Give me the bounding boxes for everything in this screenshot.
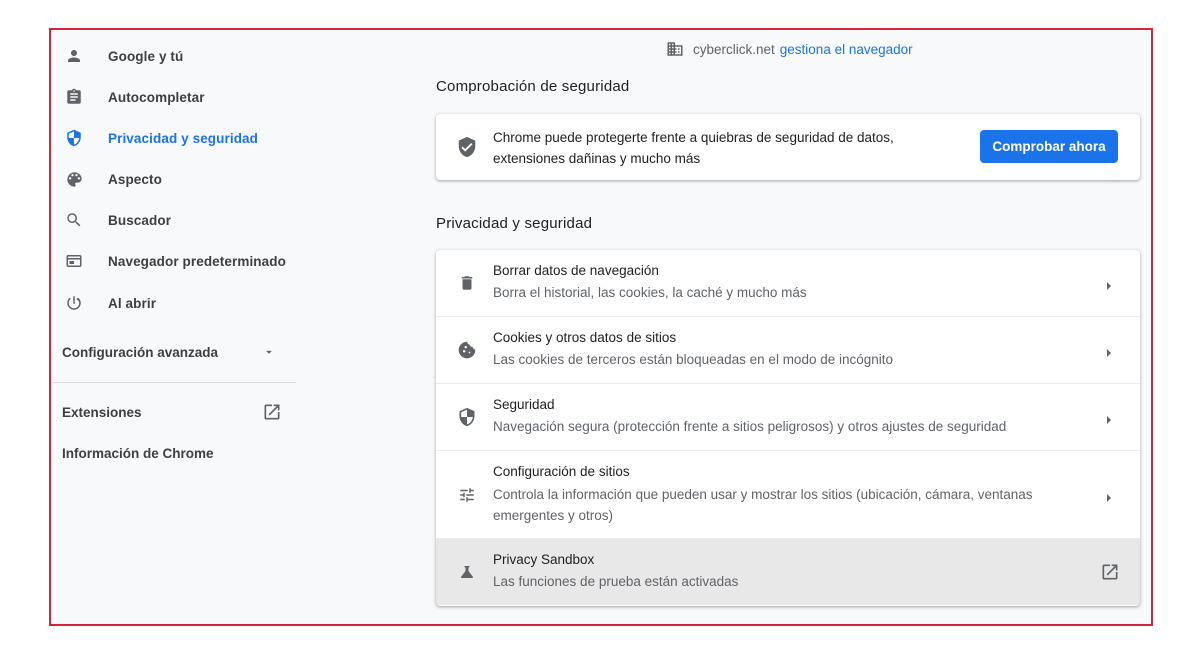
arrow-right-icon (1104, 345, 1114, 355)
row-subtitle: Las funciones de prueba están activadas (493, 574, 739, 589)
safety-check-card (436, 114, 1140, 180)
shield-icon (63, 127, 85, 149)
sidebar-item-default-browser[interactable] (51, 243, 296, 279)
privacy-row-clear-data[interactable] (436, 250, 1140, 316)
open-in-new-icon (1100, 562, 1120, 582)
clipboard-icon (63, 86, 85, 108)
sidebar-item-label: Autocompletar (108, 89, 205, 105)
security-shield-icon (456, 406, 478, 428)
row-title: Cookies y otros datos de sitios (493, 330, 677, 345)
cookie-icon (456, 339, 478, 361)
sidebar-item-label: Buscador (108, 212, 172, 228)
safety-check-row (436, 114, 1140, 180)
safety-check-title: Comprobación de seguridad (436, 78, 630, 95)
sidebar (51, 30, 301, 624)
sidebar-item-privacy[interactable] (51, 120, 296, 156)
check-now-button[interactable]: Comprobar ahora (980, 130, 1118, 163)
row-title: Seguridad (493, 397, 555, 412)
trash-icon (456, 272, 478, 294)
person-icon (63, 45, 85, 67)
arrow-right-icon (1104, 412, 1114, 422)
power-icon (63, 292, 85, 314)
verified-shield-icon (456, 136, 478, 158)
browser-icon (63, 250, 85, 272)
flask-icon (456, 561, 478, 583)
sidebar-item-label: Google y tú (108, 48, 184, 64)
sidebar-item-label: Aspecto (108, 171, 162, 187)
row-subtitle: Las cookies de terceros están bloqueadas en el modo de incógnito (493, 352, 894, 367)
building-icon (665, 40, 685, 58)
privacy-row-sandbox[interactable] (436, 538, 1140, 605)
sidebar-item-autofill[interactable] (51, 79, 296, 115)
advanced-settings-toggle[interactable] (62, 336, 276, 368)
sidebar-item-search-engine[interactable] (51, 202, 296, 238)
settings-window (49, 28, 1153, 626)
extensions-label: Extensiones (62, 404, 142, 420)
palette-icon (63, 168, 85, 190)
about-chrome-link[interactable] (62, 439, 214, 467)
row-title: Privacy Sandbox (493, 552, 595, 567)
arrow-right-icon (1104, 490, 1114, 500)
caret-down-icon (262, 345, 276, 359)
row-subtitle: Controla la información que pueden usar y mostrar los sitios (ubicación, cámara, ventanas emergentes y otros) (493, 487, 1033, 523)
row-title: Borrar datos de navegación (493, 263, 659, 278)
privacy-row-cookies[interactable] (436, 316, 1140, 383)
sidebar-item-label: Navegador predeterminado (108, 253, 286, 269)
privacy-row-site-settings[interactable] (436, 450, 1140, 538)
managed-notice (665, 39, 913, 59)
privacy-card (436, 250, 1140, 606)
managed-domain: cyberclick.net (693, 41, 775, 57)
advanced-settings-label: Configuración avanzada (62, 344, 219, 360)
arrow-right-icon (1104, 278, 1114, 288)
sidebar-item-appearance[interactable] (51, 161, 296, 197)
sidebar-item-on-startup[interactable] (51, 285, 296, 321)
open-in-new-icon (262, 402, 282, 422)
sidebar-item-label: Privacidad y seguridad (108, 130, 259, 146)
privacy-row-security[interactable] (436, 383, 1140, 450)
extensions-link[interactable] (62, 398, 282, 426)
safety-check-description: Chrome puede protegerte frente a quiebras de seguridad de datos, extensiones dañinas y mucho más (493, 130, 894, 166)
tune-icon (456, 484, 478, 506)
sidebar-divider (53, 382, 296, 383)
row-subtitle: Navegación segura (protección frente a sitios peligrosos) y otros ajustes de seguridad (493, 419, 1007, 434)
search-icon (63, 209, 85, 231)
row-subtitle: Borra el historial, las cookies, la caché y mucho más (493, 285, 807, 300)
managed-link[interactable]: gestiona el navegador (779, 41, 913, 57)
row-title: Configuración de sitios (493, 464, 630, 479)
privacy-section-title: Privacidad y seguridad (436, 215, 593, 232)
sidebar-item-label: Al abrir (108, 295, 157, 311)
about-chrome-label: Información de Chrome (62, 445, 214, 461)
sidebar-item-google[interactable] (51, 38, 296, 74)
